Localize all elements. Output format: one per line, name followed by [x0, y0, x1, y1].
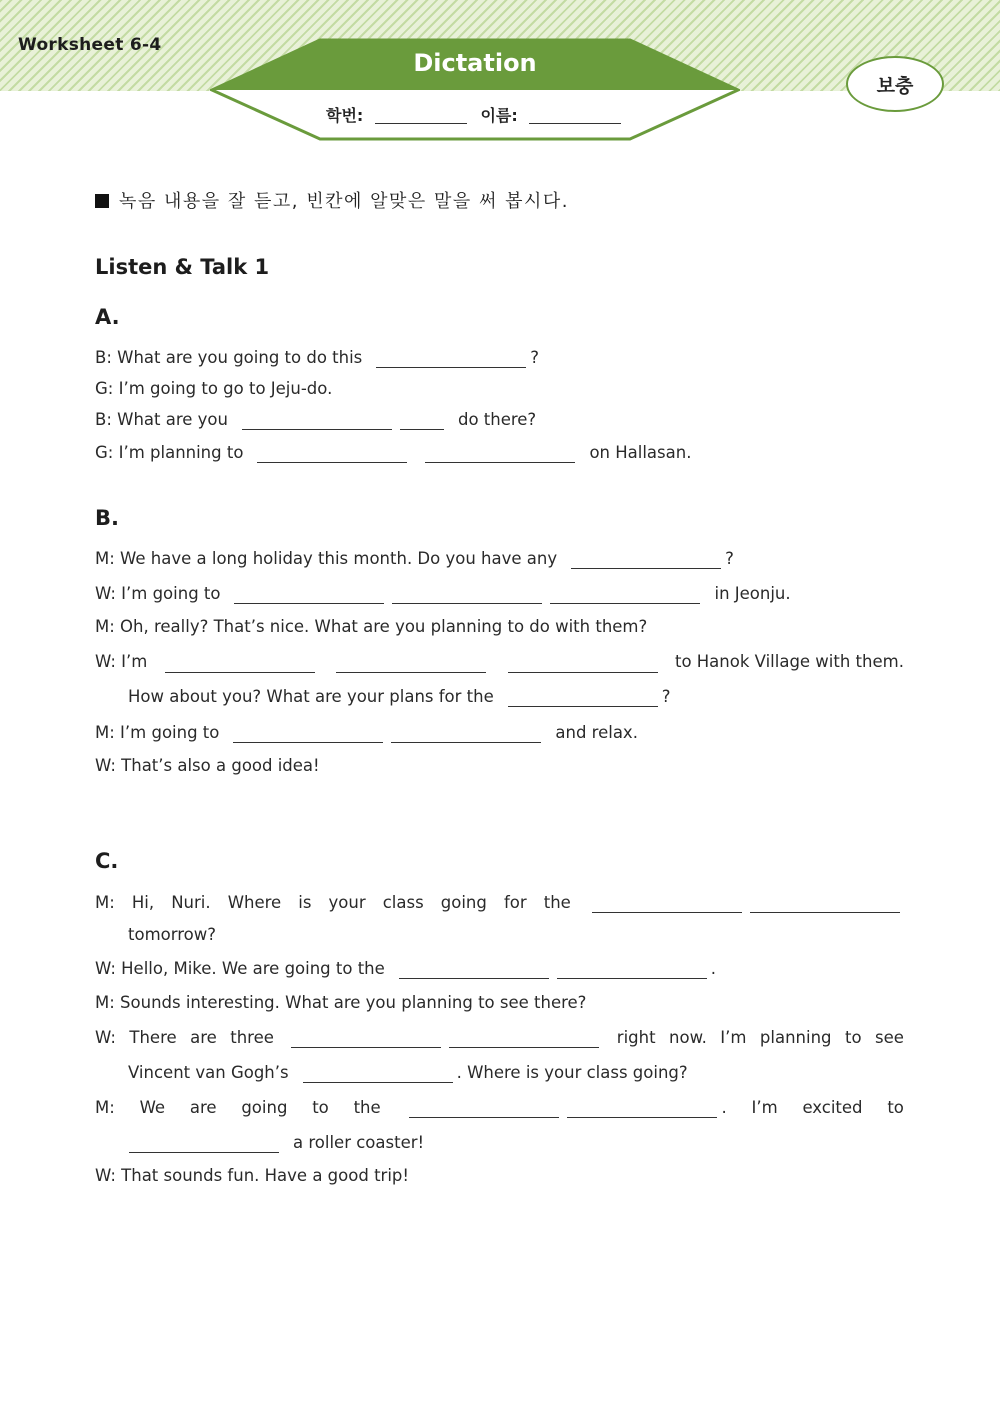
student-number-label: 학번:	[326, 106, 364, 125]
dialogue-line: W: There are three right now. I’m planning to see	[95, 1028, 904, 1047]
blank-field[interactable]	[425, 444, 575, 463]
dialogue-line: W: I’m going to in Jeonju.	[95, 584, 791, 603]
blank-field[interactable]	[567, 1099, 717, 1118]
name-field[interactable]	[529, 106, 621, 124]
dialogue-line: M: Hi, Nuri. Where is your class going for the	[95, 892, 904, 914]
dialogue-line: tomorrow?	[128, 925, 216, 944]
dialogue-line: W: Hello, Mike. We are going to the .	[95, 959, 717, 978]
blank-field[interactable]	[750, 894, 900, 913]
blank-field[interactable]	[449, 1029, 599, 1048]
blank-field[interactable]	[257, 444, 407, 463]
blank-field[interactable]	[592, 894, 742, 913]
supplement-badge: 보충	[846, 56, 944, 112]
page-title: Dictation	[413, 49, 537, 77]
name-label: 이름:	[480, 106, 518, 125]
blank-field[interactable]	[508, 654, 658, 673]
dialogue-line: Vincent van Gogh’s . Where is your class going?	[128, 1063, 688, 1082]
dialogue-line: a roller coaster!	[129, 1132, 904, 1154]
dialogue-line: G: I’m planning to on Hallasan.	[95, 443, 692, 462]
blank-field[interactable]	[550, 585, 700, 604]
dialogue-line: W: That’s also a good idea!	[95, 756, 320, 775]
part-a-label: A.	[95, 305, 120, 329]
instruction-text: 녹음 내용을 잘 듣고, 빈칸에 알맞은 말을 써 봅시다.	[119, 191, 569, 212]
blank-field[interactable]	[399, 960, 549, 979]
blank-field[interactable]	[571, 550, 721, 569]
blank-field[interactable]	[557, 960, 707, 979]
dialogue-line: M: Sounds interesting. What are you planning to see there?	[95, 993, 587, 1012]
dialogue-line: B: What are you do there?	[95, 410, 537, 429]
blank-field[interactable]	[336, 654, 486, 673]
dialogue-line: M: Oh, really? That’s nice. What are you planning to do with them?	[95, 617, 648, 636]
blank-field[interactable]	[391, 724, 541, 743]
dialogue-line: M: We are going to the . I’m excited to	[95, 1098, 904, 1117]
part-c-label: C.	[95, 849, 119, 873]
student-number-field[interactable]	[375, 106, 467, 124]
blank-field[interactable]	[129, 1134, 279, 1153]
blank-field[interactable]	[234, 585, 384, 604]
blank-field[interactable]	[233, 724, 383, 743]
blank-field[interactable]	[303, 1064, 453, 1083]
dialogue-line: W: That sounds fun. Have a good trip!	[95, 1166, 409, 1185]
worksheet-label: Worksheet 6-4	[18, 35, 162, 55]
dialogue-line: M: We have a long holiday this month. Do you have any ?	[95, 549, 734, 568]
dialogue-line: How about you? What are your plans for the ?	[128, 687, 671, 706]
blank-field[interactable]	[400, 411, 444, 430]
blank-field[interactable]	[409, 1099, 559, 1118]
blank-field[interactable]	[165, 654, 315, 673]
dialogue-line: M: I’m going to and relax.	[95, 723, 638, 742]
blank-field[interactable]	[392, 585, 542, 604]
blank-field[interactable]	[508, 688, 658, 707]
dialogue-line: W: I’m to Hanok Village with them.	[95, 652, 904, 671]
dialogue-line: G: I’m going to go to Jeju-do.	[95, 379, 333, 398]
blank-field[interactable]	[291, 1029, 441, 1048]
blank-field[interactable]	[242, 411, 392, 430]
blank-field[interactable]	[376, 349, 526, 368]
part-b-label: B.	[95, 506, 119, 530]
section-title: Listen & Talk 1	[95, 255, 270, 279]
instruction	[95, 187, 569, 213]
student-info-row	[326, 103, 621, 126]
dialogue-line: B: What are you going to do this ?	[95, 348, 540, 367]
square-bullet-icon	[95, 194, 109, 208]
